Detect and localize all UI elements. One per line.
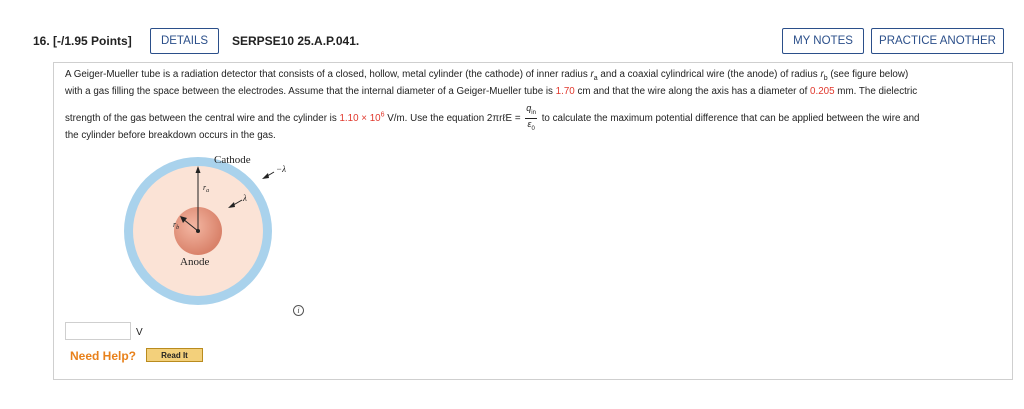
geiger-tube-figure [116,151,346,321]
diameter-value: 1.70 [555,86,575,97]
problem-line-3: strength of the gas between the central wire and the cylinder is $1.10 \times 10^6$ V/m. Use the equation 2πrℓE = $\frac{q_{in}}{\varepsilon_0}$ to calculate the maximum potential difference that can be applied between the wire and [65,103,920,132]
wire-diameter-value: 0.205 [810,86,835,97]
need-help-label: Need Help? [70,349,137,363]
rb-label: $r_b$ [173,220,180,231]
question-number: 16. [-/1.95 Points] [33,34,132,48]
cathode-label: Cathode [214,154,251,166]
minus-lambda-label: −λ [276,164,286,174]
details-button[interactable]: DETAILS [150,28,219,54]
lambda-arrowhead-outer [262,173,269,179]
question-id: SERPSE10 25.A.P.041. [232,34,360,48]
lambda-label: λ [243,193,247,203]
question-panel [53,62,1013,380]
anode-label: Anode [180,256,210,268]
problem-line-2: with a gas filling the space between the electrodes. Assume that the internal diameter of a Geiger-Mueller tube is 1.70 cm and that the wire along the axis has a diameter of 0.205 mm. The dielectric [65,86,918,97]
question-header [0,0,1024,70]
practice-another-button[interactable]: PRACTICE ANOTHER [871,28,1004,54]
info-icon[interactable]: i [293,305,304,316]
ra-label: $r_a$ [203,183,210,194]
answer-input[interactable] [65,322,131,340]
my-notes-button[interactable]: MY NOTES [782,28,864,54]
problem-line-1: A Geiger-Mueller tube is a radiation detector that consists of a closed, hollow, metal cylinder (the cathode) of inner radius $r_a$ and a coaxial cylindrical wire (the anode) of radius $r_b$ (see figure below) [65,69,909,82]
equation-fraction: $\frac{q_{in}}{\varepsilon_0}$ [526,103,536,132]
read-it-button[interactable]: Read It [146,348,203,362]
problem-line-4: the cylinder before breakdown occurs in the gas. [65,130,276,141]
dielectric-strength-value: $1.10 \times 10^6$ [339,111,385,124]
answer-unit: V [136,327,143,338]
